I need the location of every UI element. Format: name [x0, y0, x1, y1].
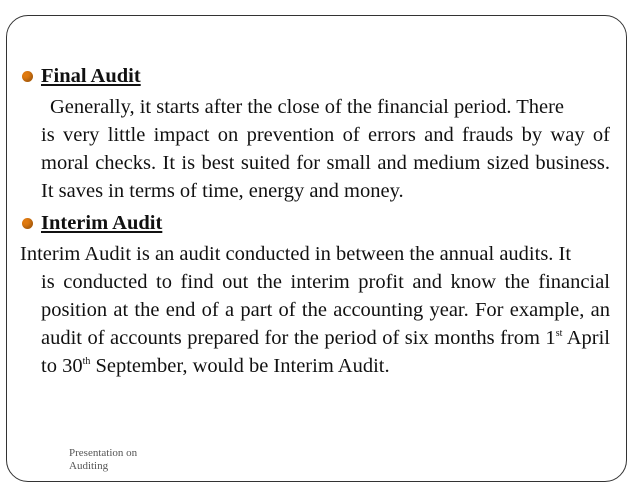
interim-audit-first-line: Interim Audit is an audit conducted in between the annual audits. It	[20, 243, 572, 265]
interim-audit-heading	[20, 209, 610, 237]
final-audit-paragraph	[20, 93, 610, 205]
interim-audit-heading-text: Interim Audit	[41, 212, 163, 234]
interim-audit-text-b: April to 30	[41, 327, 610, 377]
final-audit-heading	[20, 62, 610, 90]
interim-audit-text-a: is conducted to find out the interim profit and know the financial position at the end of a part of the accounting year. For example, an audit of accounts prepared for the period of six months from 1	[41, 271, 610, 349]
superscript-th: th	[82, 356, 91, 367]
footer-line-1: Presentation on	[69, 447, 138, 459]
bullet-icon	[22, 218, 33, 229]
interim-audit-paragraph	[20, 240, 610, 380]
final-audit-first-line: Generally, it starts after the close of the financial period. There	[50, 96, 564, 118]
interim-audit-text-c: September, would be Interim Audit.	[90, 355, 390, 377]
final-audit-rest: is very little impact on prevention of errors and frauds by way of moral checks. It is best suited for small and medium sized business. It saves in terms of time, energy and money.	[41, 124, 610, 202]
slide-footer	[69, 447, 169, 473]
interim-audit-rest	[20, 268, 610, 380]
slide-content	[20, 62, 610, 380]
superscript-st: st	[555, 328, 563, 339]
bullet-icon	[22, 71, 33, 82]
footer-line-2: Auditing	[69, 460, 109, 472]
final-audit-heading-text: Final Audit	[41, 65, 141, 87]
